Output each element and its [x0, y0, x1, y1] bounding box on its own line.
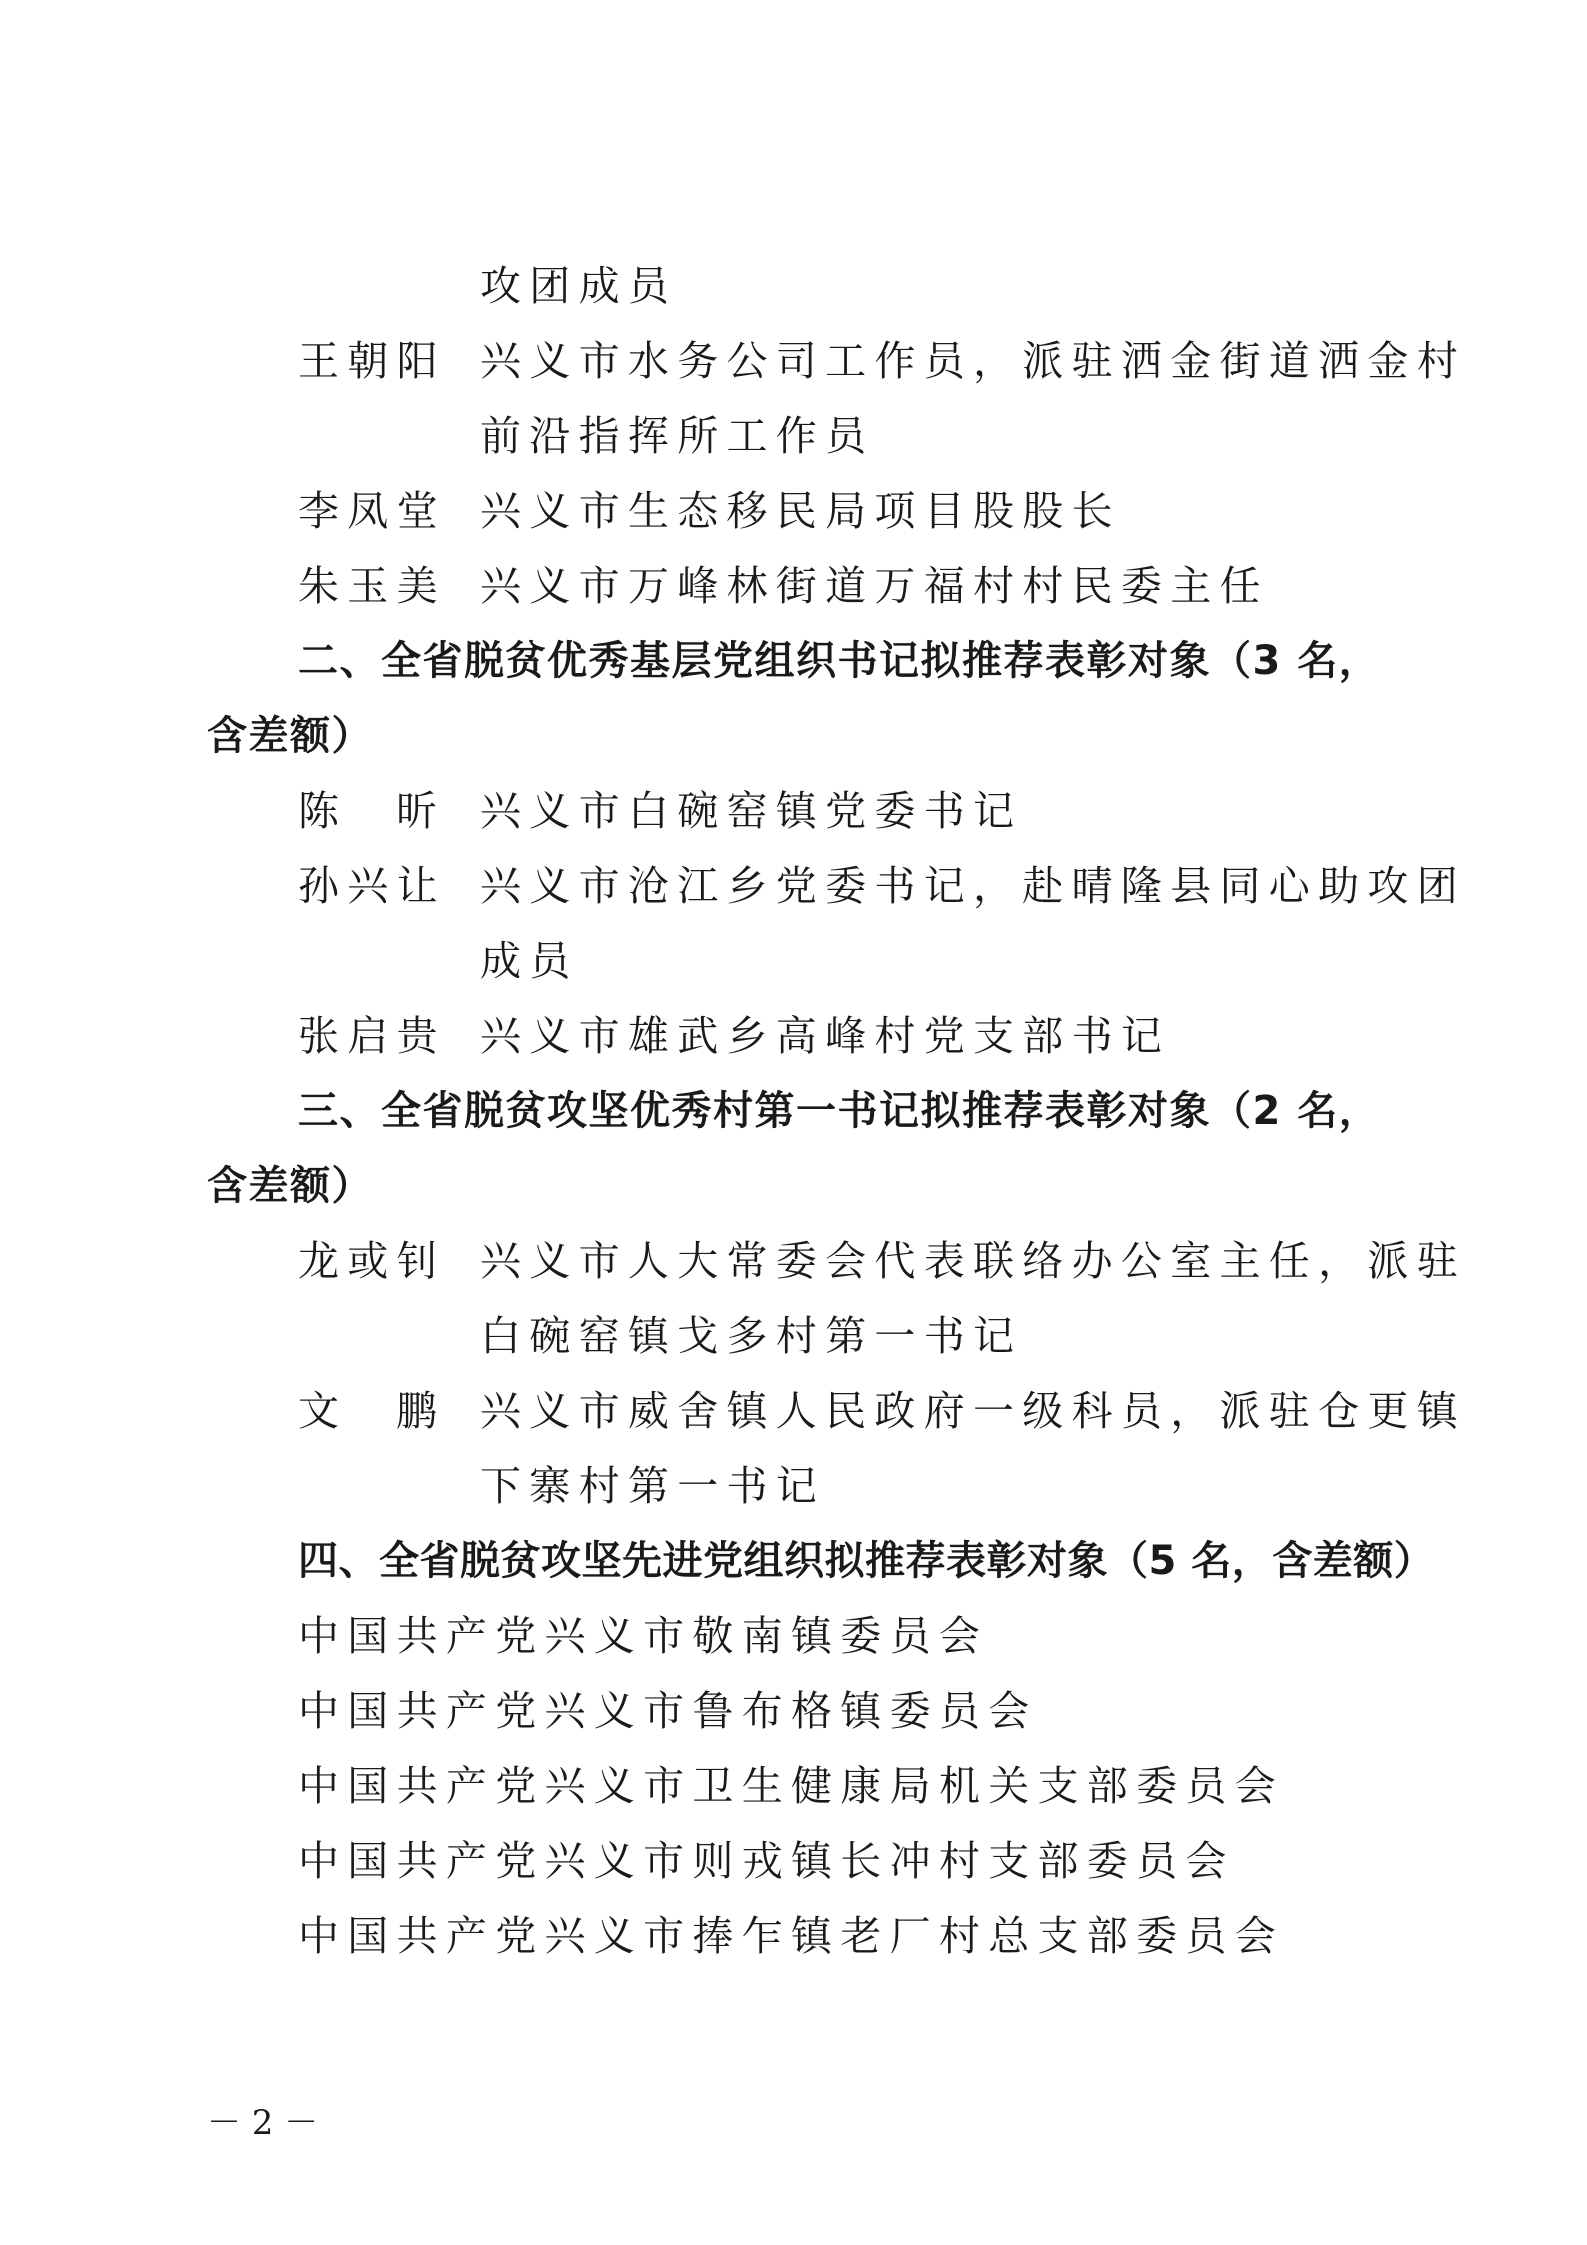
entry-desc: 兴义市雄武乡高峰村党支部书记 [480, 1012, 1171, 1060]
section-heading: 二、全省脱贫优秀基层党组织书记拟推荐表彰对象（3 名， [298, 638, 1381, 684]
entry-desc: 兴义市水务公司工作员，派驻洒金街道洒金村 [480, 337, 1466, 385]
org-item: 中国共产党兴义市卫生健康局机关支部委员会 [298, 1762, 1284, 1810]
entry-desc: 兴义市白碗窑镇党委书记 [480, 787, 1023, 835]
continuation-line: 攻团成员 [480, 262, 678, 310]
org-item: 中国共产党兴义市则戎镇长冲村支部委员会 [298, 1837, 1235, 1885]
entry-desc-cont: 前沿指挥所工作员 [480, 412, 875, 460]
entry-desc: 兴义市威舍镇人民政府一级科员，派驻仓更镇 [480, 1387, 1466, 1435]
entry-name-last: 昕 [396, 787, 437, 835]
section-heading-cont: 含差额） [207, 1163, 373, 1209]
section-heading-cont: 含差额） [207, 713, 373, 759]
section-heading: 三、全省脱贫攻坚优秀村第一书记拟推荐表彰对象（2 名， [298, 1088, 1381, 1134]
entry-desc-cont: 白碗窑镇戈多村第一书记 [480, 1312, 1023, 1360]
org-item: 中国共产党兴义市鲁布格镇委员会 [298, 1687, 1038, 1735]
entry-name: 王朝阳 [298, 337, 446, 385]
entry-desc: 兴义市沧江乡党委书记，赴晴隆县同心助攻团 [480, 862, 1466, 910]
org-item: 中国共产党兴义市敬南镇委员会 [298, 1612, 989, 1660]
entry-name: 张启贵 [298, 1012, 446, 1060]
page-number: － 2 － [207, 2103, 319, 2143]
entry-name-first: 陈 [298, 787, 339, 835]
entry-name: 朱玉美 [298, 562, 446, 610]
entry-name: 孙兴让 [298, 862, 446, 910]
entry-desc: 兴义市生态移民局项目股股长 [480, 487, 1121, 535]
entry-desc-cont: 下寨村第一书记 [480, 1462, 826, 1510]
entry-name: 李凤堂 [298, 487, 446, 535]
entry-name-first: 文 [298, 1387, 339, 1435]
entry-desc-cont: 成员 [480, 937, 579, 985]
section-heading: 四、全省脱贫攻坚先进党组织拟推荐表彰对象（5 名，含差额） [298, 1538, 1435, 1584]
org-item: 中国共产党兴义市捧乍镇老厂村总支部委员会 [298, 1912, 1284, 1960]
entry-desc: 兴义市万峰林街道万福村村民委主任 [480, 562, 1269, 610]
entry-name-last: 鹏 [396, 1387, 437, 1435]
entry-name: 龙或钊 [298, 1237, 446, 1285]
entry-desc: 兴义市人大常委会代表联络办公室主任，派驻 [480, 1237, 1466, 1285]
